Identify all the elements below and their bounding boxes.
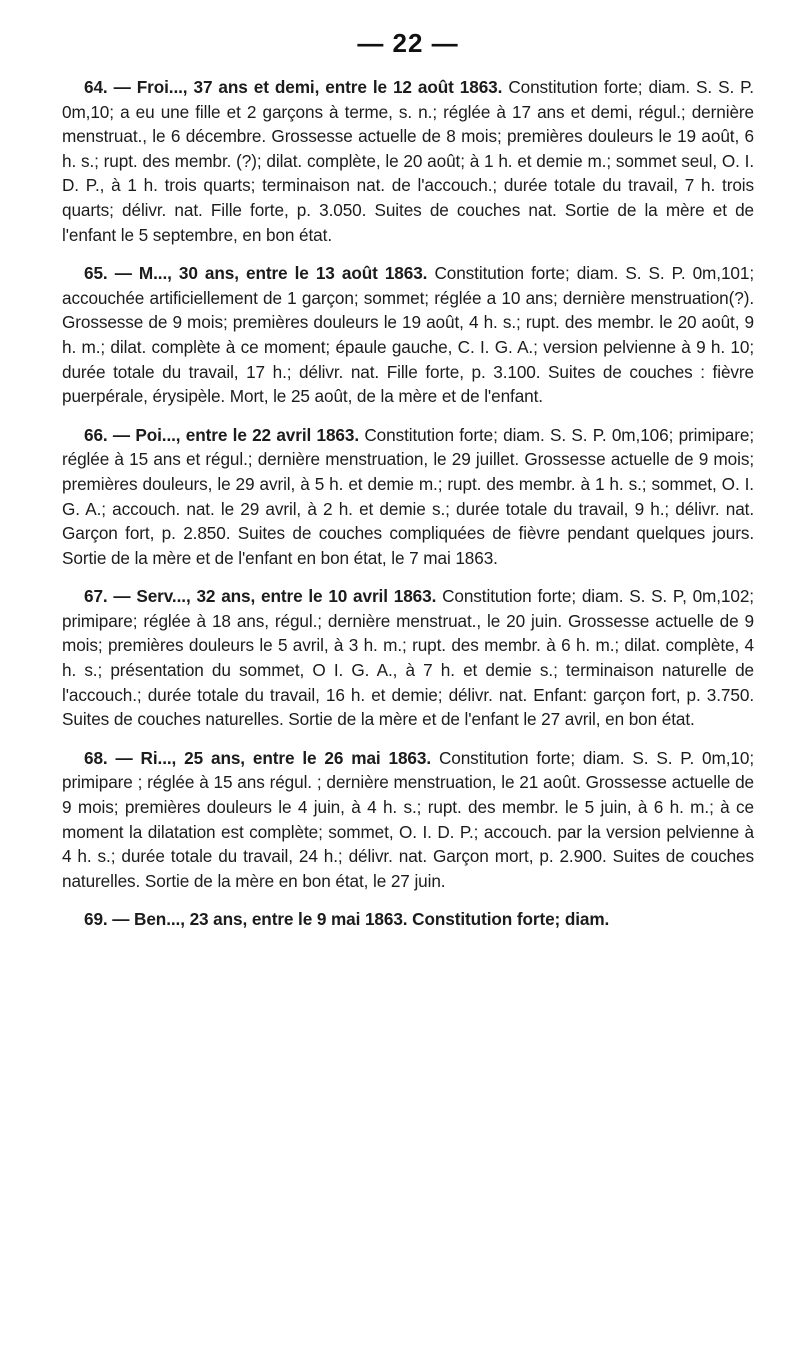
case-heading: 67. — Serv..., 32 ans, entre le 10 avril 1863.: [84, 586, 437, 607]
case-body: Constitution forte; diam. S. S. P. 0m,101; accouchée artificiellement de 1 garçon; sommet; réglée a 10 ans; dernière menstruation(?). Grossesse de 9 mois; premières douleurs le 19 août, 4 h. s.; rupt. des membr. le 20 août, 9 h. m.; dilat. complète à ce moment; épaule gauche, C. I. G. A.; version pelvienne à 9 h. 10; durée totale du travail, 17 h.; délivr. nat. Fille forte, p. 3.100. Suites de couches : fièvre puerpérale, érysipèle. Mort, le 25 août, de la mère et de l'enfant.: [62, 263, 754, 407]
case-heading: 69. — Ben..., 23 ans, entre le 9 mai 1863.: [84, 909, 408, 930]
case-entry-66: [62, 423, 754, 571]
case-entry-64: [62, 75, 754, 247]
case-entry-67: [62, 584, 754, 732]
document-page: [62, 28, 754, 932]
case-body: Constitution forte; diam. S. S. P. 0m,10; primipare ; réglée à 15 ans régul. ; dernière menstruation, le 21 août. Grossesse actuelle de 9 mois; premières douleurs le 4 juin, à 4 h. s.; rupt. des membr. le 5 juin, à 6 h. m.; à ce moment la dilatation est complète; sommet, O. I. D. P.; accouch. par la version pelvienne à 4 h. s.; durée totale du travail, 24 h.; délivr. nat. Garçon mort, p. 2.900. Suites de couches naturelles. Sortie de la mère en bon état, le 27 juin.: [62, 747, 754, 891]
case-body: Constitution forte; diam. S. S. P, 0m,102; primipare; réglée à 18 ans, régul.; dernière menstruat., le 20 juin. Grossesse actuelle de 9 mois; premières douleurs le 5 avril, à 3 h. m.; rupt. des membr. à 6 h. m.; dilat. complète, 4 h. s.; présentation du sommet, O I. G. A., à 7 h. et demie s.; terminaison naturelle de l'accouch.; durée totale du travail, 16 h. et demie; délivr. nat. Enfant: garçon fort, p. 3.750. Suites de couches naturelles. Sortie de la mère et de l'enfant le 27 avril, en bon état.: [62, 586, 754, 730]
case-entry-69: [62, 907, 754, 932]
case-entry-68: [62, 746, 754, 894]
case-heading: 68. — Ri..., 25 ans, entre le 26 mai 1863.: [84, 747, 432, 768]
case-heading: 65. — M..., 30 ans, entre le 13 août 1863.: [84, 263, 428, 284]
case-body: Constitution forte; diam.: [407, 909, 610, 930]
case-heading: 64. — Froi..., 37 ans et demi, entre le 12 août 1863.: [84, 77, 503, 97]
page-number: — 22 —: [357, 28, 459, 58]
case-body: Constitution forte; diam. S. S. P. 0m,10; a eu une fille et 2 garçons à terme, s. n.; réglée à 17 ans et demi, régul.; dernière menstruat., le 6 décembre. Grossesse actuelle de 8 mois; premières douleurs le 19 août, 6 h. s.; rupt. des membr. (?); dilat. complète, le 20 août; à 1 h. et demie m.; sommet seul, O. I. D. P., à 1 h. trois quarts; terminaison nat. de l'accouch.; durée totale du travail, 7 h. trois quarts; délivr. nat. Fille forte, p. 3.050. Suites de couches nat. Sortie de la mère et de l'enfant le 5 septembre, en bon état.: [62, 77, 754, 245]
case-heading: 66. — Poi..., entre le 22 avril 1863.: [84, 424, 360, 445]
case-entry-65: [62, 261, 754, 409]
case-body: Constitution forte; diam. S. S. P. 0m,106; primipare; réglée à 15 ans et régul.; dernière menstruation, le 29 juillet. Grossesse actuelle de 9 mois; premières douleurs, le 29 avril, à 5 h. et demie m.; rupt. des membr. à 1 h. s.; sommet, O. I. G. A.; accouch. nat. le 29 avril, à 2 h. et demie s.; durée totale du travail, 9 h.; délivr. nat. Garçon fort, p. 2.850. Suites de couches compliquées de fièvre pendant quelques jours. Sortie de la mère et de l'enfant en bon état, le 7 mai 1863.: [62, 424, 754, 568]
